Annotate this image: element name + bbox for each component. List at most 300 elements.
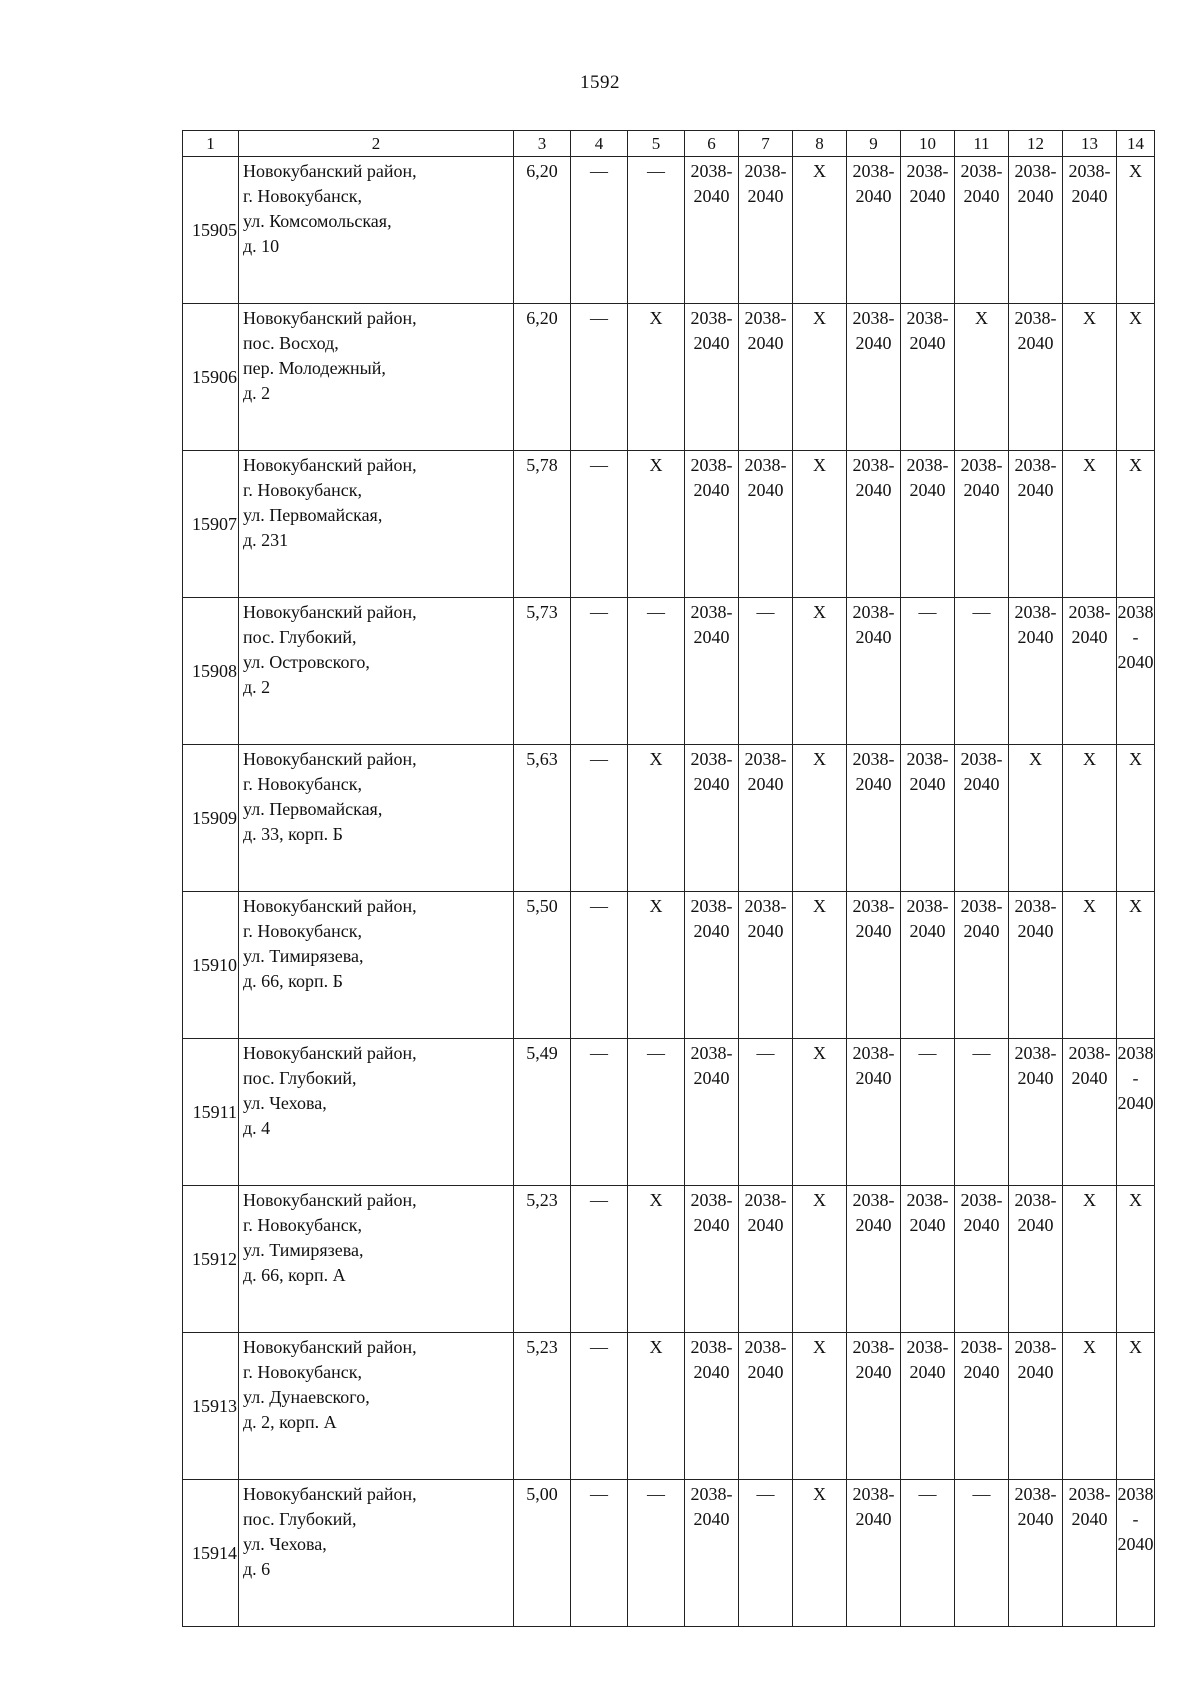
address-line: г. Новокубанск, [243, 1362, 362, 1382]
value-cell [901, 892, 955, 1039]
value-text: Х [1029, 749, 1042, 769]
address-line: пос. Глубокий, [243, 1068, 357, 1088]
value-cell [685, 1480, 739, 1627]
value-text: Х [649, 1190, 663, 1210]
value-cell [571, 1480, 628, 1627]
value-text: 2038- 2040 [1068, 602, 1111, 647]
value-cell [1063, 451, 1117, 598]
address-line: д. 2 [243, 677, 271, 697]
value-text: — [756, 1043, 775, 1063]
value-cell [1063, 157, 1117, 304]
value-text: Х [813, 1043, 826, 1063]
address-line: д. 2 [243, 383, 271, 403]
value-text: 2038- 2040 [852, 455, 895, 500]
value-text: — [972, 602, 991, 622]
value-cell [847, 745, 901, 892]
row-number: 15907 [183, 451, 239, 598]
value-text: — [590, 1190, 608, 1210]
address-line: ул. Дунаевского, [243, 1387, 370, 1407]
value-cell [1117, 451, 1155, 598]
value-cell [1063, 745, 1117, 892]
value-text: 2038- 2040 [744, 1337, 787, 1382]
value-text: 2038- 2040 [744, 1190, 787, 1235]
address-cell [239, 1039, 514, 1186]
value-cell [847, 892, 901, 1039]
value-cell [628, 1039, 685, 1186]
value-cell [793, 1333, 847, 1480]
value-text: — [647, 602, 665, 622]
address-line: г. Новокубанск, [243, 480, 362, 500]
value-text: Х [813, 896, 826, 916]
value-cell [793, 1480, 847, 1627]
value-cell [955, 745, 1009, 892]
value-text: 2038- 2040 [1014, 1190, 1057, 1235]
address-line: ул. Комсомольская, [243, 211, 392, 231]
address-line: ул. Чехова, [243, 1093, 327, 1113]
value-cell [793, 304, 847, 451]
table-row [183, 598, 1155, 745]
value-cell [628, 157, 685, 304]
value-cell [571, 745, 628, 892]
value-text: 2038- 2040 [906, 308, 949, 353]
value-cell [955, 1480, 1009, 1627]
address-line: Новокубанский район, [243, 1043, 417, 1063]
value-cell [571, 157, 628, 304]
value-text: 2038- 2040 [690, 1190, 733, 1235]
value-cell [739, 1186, 793, 1333]
value-cell [847, 1186, 901, 1333]
value-text: 2038- 2040 [852, 1337, 895, 1382]
value-cell [628, 745, 685, 892]
value-cell [1009, 304, 1063, 451]
address-line: д. 2, корп. А [243, 1412, 337, 1432]
value-cell [514, 1480, 571, 1627]
address-line: пер. Молодежный, [243, 358, 386, 378]
value-text: Х [649, 308, 663, 328]
table-row [183, 745, 1155, 892]
value-text: Х [813, 749, 826, 769]
value-cell [901, 1039, 955, 1186]
value-text: 2038- 2040 [852, 896, 895, 941]
value-text: Х [1129, 1337, 1142, 1357]
value-text: Х [1083, 455, 1096, 475]
address-line: пос. Глубокий, [243, 627, 357, 647]
value-text: Х [1129, 749, 1142, 769]
value-text: 6,20 [526, 308, 558, 328]
value-text: — [590, 455, 608, 475]
value-cell [571, 598, 628, 745]
value-cell [739, 598, 793, 745]
value-text: 2038- 2040 [960, 749, 1003, 794]
value-cell [571, 304, 628, 451]
value-cell [514, 304, 571, 451]
value-cell [739, 745, 793, 892]
value-cell [901, 745, 955, 892]
address-line: г. Новокубанск, [243, 774, 362, 794]
value-cell [1063, 1333, 1117, 1480]
value-cell [793, 892, 847, 1039]
value-text: 2038- 2040 [960, 1337, 1003, 1382]
value-cell [1009, 892, 1063, 1039]
table-body [183, 157, 1155, 1627]
header-cell: 3 [514, 131, 571, 157]
value-cell [1009, 157, 1063, 304]
value-cell [685, 745, 739, 892]
value-text: Х [813, 308, 826, 328]
value-cell [739, 892, 793, 1039]
value-text: 2038- 2040 [690, 455, 733, 500]
header-cell: 14 [1117, 131, 1155, 157]
value-text: 2038- 2040 [690, 1043, 733, 1088]
address-line: Новокубанский район, [243, 1484, 417, 1504]
value-cell [514, 1186, 571, 1333]
header-cell: 11 [955, 131, 1009, 157]
value-text: Х [1129, 161, 1142, 181]
value-cell [793, 451, 847, 598]
header-cell: 4 [571, 131, 628, 157]
value-cell [1117, 1039, 1155, 1186]
value-text: 2038- 2040 [1014, 1043, 1057, 1088]
value-cell [847, 451, 901, 598]
value-text: 2038- 2040 [906, 161, 949, 206]
value-cell [1063, 892, 1117, 1039]
address-line: д. 33, корп. Б [243, 824, 343, 844]
value-text: 2038- 2040 [960, 1190, 1003, 1235]
value-text: — [590, 1484, 608, 1504]
value-text: 2038- 2040 [1014, 1337, 1057, 1382]
value-cell [1117, 1333, 1155, 1480]
value-cell [1063, 1039, 1117, 1186]
value-text: 2038- 2040 [906, 896, 949, 941]
value-text: 2038- 2040 [960, 455, 1003, 500]
table-row [183, 1186, 1155, 1333]
value-text: 2038- 2040 [1068, 1484, 1111, 1529]
value-cell [1117, 304, 1155, 451]
value-text: Х [649, 455, 663, 475]
value-text: 2038- 2040 [852, 1190, 895, 1235]
address-line: д. 231 [243, 530, 289, 550]
address-line: г. Новокубанск, [243, 186, 362, 206]
value-text: — [972, 1484, 991, 1504]
value-text: 2038- 2040 [744, 749, 787, 794]
address-line: Новокубанский район, [243, 749, 417, 769]
value-text: — [590, 1043, 608, 1063]
value-cell [1009, 745, 1063, 892]
value-text: 2038- 2040 [744, 161, 787, 206]
value-cell [1009, 1186, 1063, 1333]
value-cell [901, 1186, 955, 1333]
value-text: 5,49 [526, 1043, 558, 1063]
value-text: 2038- 2040 [744, 455, 787, 500]
value-cell [1009, 1039, 1063, 1186]
value-cell [1063, 1480, 1117, 1627]
value-text: 2038- 2040 [1068, 161, 1111, 206]
value-cell [685, 157, 739, 304]
address-line: ул. Первомайская, [243, 799, 383, 819]
value-text: Х [1083, 896, 1096, 916]
value-cell [514, 892, 571, 1039]
value-cell [685, 1333, 739, 1480]
address-line: д. 66, корп. Б [243, 971, 343, 991]
address-cell [239, 451, 514, 598]
value-cell [571, 1333, 628, 1480]
value-cell [901, 1333, 955, 1480]
address-cell [239, 1186, 514, 1333]
value-cell [1009, 1333, 1063, 1480]
value-text: 2038- 2040 [690, 602, 733, 647]
table-row [183, 1480, 1155, 1627]
address-line: д. 6 [243, 1559, 271, 1579]
value-cell [1117, 157, 1155, 304]
value-text: 5,63 [526, 749, 558, 769]
value-cell [514, 598, 571, 745]
value-cell [1117, 1186, 1155, 1333]
value-text: 2038- 2040 [906, 1337, 949, 1382]
value-cell [1117, 1480, 1155, 1627]
address-line: д. 10 [243, 236, 280, 256]
value-cell [847, 304, 901, 451]
address-line: Новокубанский район, [243, 1337, 417, 1357]
header-cell: 2 [239, 131, 514, 157]
value-text: — [590, 896, 608, 916]
value-text: Х [813, 455, 826, 475]
value-text: — [590, 602, 608, 622]
value-cell [685, 598, 739, 745]
address-cell [239, 892, 514, 1039]
address-line: ул. Тимирязева, [243, 946, 364, 966]
value-text: 5,23 [526, 1190, 558, 1210]
value-cell [628, 451, 685, 598]
value-text: — [918, 602, 937, 622]
value-cell [514, 157, 571, 304]
table-row [183, 451, 1155, 598]
value-text: 2038- 2040 [852, 1484, 895, 1529]
value-text: 2038- 2040 [744, 896, 787, 941]
value-cell [514, 745, 571, 892]
address-line: г. Новокубанск, [243, 1215, 362, 1235]
value-cell [1117, 598, 1155, 745]
value-cell [1063, 598, 1117, 745]
value-cell [628, 304, 685, 451]
value-text: Х [813, 1484, 826, 1504]
value-cell [739, 157, 793, 304]
value-text: Х [1083, 1190, 1096, 1210]
header-cell: 8 [793, 131, 847, 157]
address-line: ул. Тимирязева, [243, 1240, 364, 1260]
address-line: г. Новокубанск, [243, 921, 362, 941]
value-text: 5,73 [526, 602, 558, 622]
value-text: — [590, 749, 608, 769]
header-cell: 5 [628, 131, 685, 157]
table-row [183, 892, 1155, 1039]
value-cell [1009, 451, 1063, 598]
value-cell [1009, 598, 1063, 745]
address-line: д. 66, корп. А [243, 1265, 346, 1285]
value-cell [847, 1333, 901, 1480]
value-cell [739, 1039, 793, 1186]
table-row [183, 157, 1155, 304]
value-text: 2038- 2040 [690, 749, 733, 794]
value-text: Х [649, 749, 663, 769]
row-number: 15911 [183, 1039, 239, 1186]
header-cell: 9 [847, 131, 901, 157]
value-text: 2038- 2040 [852, 749, 895, 794]
value-text: 5,00 [526, 1484, 558, 1504]
value-text: 2038- 2040 [1068, 1043, 1111, 1088]
value-cell [901, 157, 955, 304]
value-text: 2038- 2040 [906, 1190, 949, 1235]
value-cell [955, 157, 1009, 304]
value-cell [1117, 745, 1155, 892]
value-text: 2038- 2040 [1014, 602, 1057, 647]
address-line: пос. Восход, [243, 333, 339, 353]
value-cell [628, 892, 685, 1039]
value-cell [955, 598, 1009, 745]
value-cell [793, 1039, 847, 1186]
address-line: ул. Чехова, [243, 1534, 327, 1554]
value-cell [514, 1039, 571, 1186]
value-text: 2038- 2040 [1014, 896, 1057, 941]
value-cell [955, 304, 1009, 451]
row-number: 15908 [183, 598, 239, 745]
table-row [183, 304, 1155, 451]
address-cell [239, 304, 514, 451]
row-number: 15909 [183, 745, 239, 892]
value-cell [628, 1186, 685, 1333]
value-cell [1117, 892, 1155, 1039]
value-cell [847, 598, 901, 745]
value-cell [793, 1186, 847, 1333]
header-cell: 6 [685, 131, 739, 157]
table-row [183, 1333, 1155, 1480]
value-cell [793, 598, 847, 745]
value-cell [955, 451, 1009, 598]
value-text: 5,78 [526, 455, 558, 475]
value-text: — [918, 1043, 937, 1063]
value-text: Х [975, 308, 988, 328]
value-text: — [647, 1043, 665, 1063]
value-cell [514, 1333, 571, 1480]
value-text: — [972, 1043, 991, 1063]
value-text: 2038- 2040 [852, 1043, 895, 1088]
address-line: Новокубанский район, [243, 455, 417, 475]
value-cell [739, 1333, 793, 1480]
value-text: Х [1129, 455, 1142, 475]
value-cell [514, 451, 571, 598]
table-row [183, 1039, 1155, 1186]
row-number: 15910 [183, 892, 239, 1039]
value-cell [901, 598, 955, 745]
value-cell [1009, 1480, 1063, 1627]
register-table [182, 130, 1155, 1627]
value-text: Х [1129, 1190, 1142, 1210]
value-cell [739, 304, 793, 451]
value-text: Х [1083, 1337, 1096, 1357]
value-cell [685, 1186, 739, 1333]
value-text: Х [1083, 749, 1096, 769]
address-line: Новокубанский район, [243, 896, 417, 916]
value-text: 2038- 2040 [1014, 1484, 1057, 1529]
value-text: 2038- 2040 [690, 1484, 733, 1529]
address-line: Новокубанский район, [243, 308, 417, 328]
address-line: ул. Первомайская, [243, 505, 383, 525]
row-number: 15912 [183, 1186, 239, 1333]
value-text: Х [813, 1337, 826, 1357]
value-text: — [647, 161, 665, 181]
value-cell [901, 304, 955, 451]
row-number: 15913 [183, 1333, 239, 1480]
value-text: Х [1129, 896, 1142, 916]
value-text: 5,23 [526, 1337, 558, 1357]
address-line: Новокубанский район, [243, 602, 417, 622]
value-cell [1063, 304, 1117, 451]
value-cell [793, 745, 847, 892]
value-text: 2038- 2040 [960, 161, 1003, 206]
address-line: д. 4 [243, 1118, 271, 1138]
value-text: Х [813, 161, 826, 181]
value-cell [628, 598, 685, 745]
value-text: Х [649, 896, 663, 916]
value-text: 2038- 2040 [906, 749, 949, 794]
address-line: Новокубанский район, [243, 161, 417, 181]
value-cell [628, 1333, 685, 1480]
header-cell: 1 [183, 131, 239, 157]
value-text: 2038- 2040 [1014, 161, 1057, 206]
value-cell [685, 892, 739, 1039]
value-cell [571, 451, 628, 598]
header-cell: 13 [1063, 131, 1117, 157]
value-cell [955, 1039, 1009, 1186]
value-cell [685, 304, 739, 451]
value-text: 2038- 2040 [744, 308, 787, 353]
value-text: Х [813, 602, 826, 622]
value-cell [901, 451, 955, 598]
value-text: 2038- 2040 [690, 896, 733, 941]
value-cell [571, 892, 628, 1039]
address-line: Новокубанский район, [243, 1190, 417, 1210]
value-cell [628, 1480, 685, 1627]
value-text: 2038- 2040 [690, 161, 733, 206]
value-text: 2038- 2040 [1117, 1043, 1154, 1113]
row-number: 15905 [183, 157, 239, 304]
value-cell [685, 1039, 739, 1186]
value-text: — [590, 161, 608, 181]
page-number: 1592 [580, 72, 620, 93]
value-text: 2038- 2040 [1117, 602, 1154, 672]
value-text: 2038- 2040 [690, 1337, 733, 1382]
address-cell [239, 598, 514, 745]
row-number: 15906 [183, 304, 239, 451]
value-cell [955, 892, 1009, 1039]
value-text: 2038- 2040 [960, 896, 1003, 941]
value-cell [955, 1333, 1009, 1480]
value-text: — [590, 1337, 608, 1357]
value-text: — [756, 602, 775, 622]
header-cell: 12 [1009, 131, 1063, 157]
value-cell [571, 1039, 628, 1186]
value-cell [847, 157, 901, 304]
value-text: Х [649, 1337, 663, 1357]
address-line: пос. Глубокий, [243, 1509, 357, 1529]
value-text: Х [1129, 308, 1142, 328]
row-number: 15914 [183, 1480, 239, 1627]
value-cell [793, 157, 847, 304]
address-cell [239, 1480, 514, 1627]
value-text: — [918, 1484, 937, 1504]
header-cell: 10 [901, 131, 955, 157]
value-text: 6,20 [526, 161, 558, 181]
address-line: ул. Островского, [243, 652, 370, 672]
